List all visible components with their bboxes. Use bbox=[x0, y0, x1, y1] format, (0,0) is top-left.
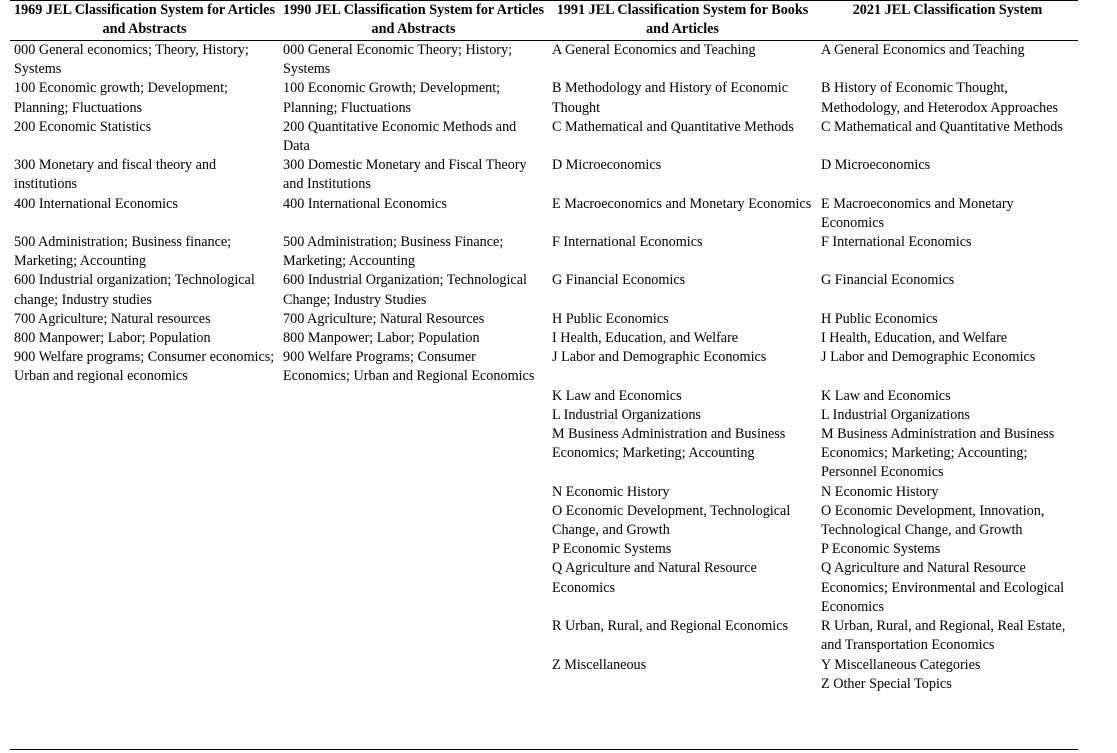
col-1990-cell: 100 Economic Growth; Development; Planning; Fluctuations bbox=[283, 80, 501, 116]
col-1969-cell: 600 Industrial organization; Technological change; Industry studies bbox=[14, 272, 255, 308]
col-2021-cell: C Mathematical and Quantitative Methods bbox=[821, 118, 1063, 135]
col-1969-cell bbox=[10, 617, 279, 655]
col-1991-cell: G Financial Economics bbox=[552, 272, 686, 289]
col-1990-cell bbox=[279, 540, 548, 559]
table-row bbox=[10, 271, 1078, 309]
col-1991-cell: P Economic Systems bbox=[552, 541, 672, 558]
col-1991-cell: N Economic History bbox=[552, 483, 670, 500]
col-1991-cell: B Methodology and History of Economic Thought bbox=[552, 80, 789, 116]
col-1990-cell: 200 Quantitative Economic Methods and Data bbox=[283, 118, 517, 155]
table-body bbox=[10, 41, 1078, 694]
col-1969-cell bbox=[10, 406, 279, 425]
col-1969-cell: 400 International Economics bbox=[14, 195, 178, 212]
col-1991-cell: Z Miscellaneous bbox=[552, 656, 647, 673]
col-1991-cell: K Law and Economics bbox=[552, 387, 682, 404]
table-row bbox=[10, 41, 1078, 80]
col-1991-cell: F International Economics bbox=[552, 234, 703, 251]
jel-classification-table-container bbox=[10, 0, 1078, 694]
col-1990-cell bbox=[279, 675, 548, 694]
col-1969-cell: 500 Administration; Business finance; Marketing; Accounting bbox=[14, 234, 232, 270]
col-2021-cell: L Industrial Organizations bbox=[821, 406, 970, 423]
col-1969-cell: 300 Monetary and fiscal theory and institutions bbox=[14, 157, 217, 193]
table-row bbox=[10, 310, 1078, 329]
table-row bbox=[10, 195, 1078, 233]
col-1990-cell bbox=[279, 656, 548, 675]
col-2021-cell: F International Economics bbox=[821, 234, 972, 251]
col-1991-cell: H Public Economics bbox=[552, 310, 669, 327]
col-1969-cell bbox=[10, 540, 279, 559]
col-1969-cell bbox=[10, 502, 279, 540]
col-1990-cell: 800 Manpower; Labor; Population bbox=[283, 330, 480, 347]
col-1990-cell: 500 Administration; Business Finance; Marketing; Accounting bbox=[283, 234, 504, 270]
col-2021-cell: K Law and Economics bbox=[821, 387, 951, 404]
col-2021-cell: H Public Economics bbox=[821, 310, 938, 327]
col-1990-cell bbox=[279, 387, 548, 406]
col-1969-cell: 200 Economic Statistics bbox=[14, 118, 152, 135]
col-1969-cell bbox=[10, 675, 279, 694]
table-row bbox=[10, 425, 1078, 483]
col-2021-cell: J Labor and Demographic Economics bbox=[821, 349, 1036, 366]
col-1991-cell: J Labor and Demographic Economics bbox=[552, 349, 767, 366]
table-row bbox=[10, 329, 1078, 348]
header-1969: 1969 JEL Classification System for Articles and Abstracts bbox=[13, 2, 275, 37]
header-1990: 1990 JEL Classification System for Articles and Abstracts bbox=[282, 2, 544, 37]
col-1990-cell: 400 International Economics bbox=[283, 195, 447, 212]
table-row bbox=[10, 675, 1078, 694]
col-1990-cell: 300 Domestic Monetary and Fiscal Theory and Institutions bbox=[283, 157, 527, 193]
col-1991-cell: C Mathematical and Quantitative Methods bbox=[552, 118, 794, 135]
header-row bbox=[10, 1, 1078, 41]
table-row bbox=[10, 156, 1078, 194]
table-row bbox=[10, 502, 1078, 540]
col-1991-cell: R Urban, Rural, and Regional Economics bbox=[552, 618, 789, 635]
col-1969-cell bbox=[10, 425, 279, 483]
col-1991-cell: M Business Administration and Business Economics; Marketing; Accounting bbox=[552, 426, 786, 462]
col-1990-cell bbox=[279, 502, 548, 540]
table-row bbox=[10, 387, 1078, 406]
jel-classification-table bbox=[10, 0, 1078, 694]
table-row bbox=[10, 118, 1078, 156]
bottom-rule bbox=[10, 749, 1078, 750]
col-1991-cell bbox=[548, 675, 817, 694]
table-row bbox=[10, 233, 1078, 271]
col-2021-cell: M Business Administration and Business Economics; Marketing; Accounting; Personnel Economics bbox=[821, 426, 1055, 481]
col-1991-cell: L Industrial Organizations bbox=[552, 406, 701, 423]
col-1990-cell bbox=[279, 406, 548, 425]
table-row bbox=[10, 483, 1078, 502]
col-2021-cell: R Urban, Rural, and Regional, Real Estate, and Transportation Economics bbox=[821, 618, 1066, 654]
col-2021-cell: N Economic History bbox=[821, 483, 939, 500]
col-1990-cell: 700 Agriculture; Natural Resources bbox=[283, 310, 485, 327]
col-1991-cell: I Health, Education, and Welfare bbox=[552, 330, 739, 347]
col-1969-cell bbox=[10, 656, 279, 675]
header-2021: 2021 JEL Classification System bbox=[852, 2, 1043, 18]
table-row bbox=[10, 656, 1078, 675]
col-1990-cell bbox=[279, 559, 548, 617]
col-2021-cell: Y Miscellaneous Categories bbox=[821, 656, 981, 673]
col-1990-cell: 600 Industrial Organization; Technological Change; Industry Studies bbox=[283, 272, 527, 308]
col-2021-cell: D Microeconomics bbox=[821, 157, 931, 174]
col-1969-cell: 700 Agriculture; Natural resources bbox=[14, 310, 211, 327]
col-1991-cell: D Microeconomics bbox=[552, 157, 662, 174]
col-2021-cell: E Macroeconomics and Monetary Economics bbox=[821, 195, 1014, 231]
col-1969-cell bbox=[10, 387, 279, 406]
col-1969-cell bbox=[10, 559, 279, 617]
col-1991-cell: A General Economics and Teaching bbox=[552, 42, 756, 58]
col-1990-cell bbox=[279, 425, 548, 483]
table-row bbox=[10, 559, 1078, 617]
col-2021-cell: B History of Economic Thought, Methodology, and Heterodox Approaches bbox=[821, 80, 1059, 116]
col-1991-cell: Q Agriculture and Natural Resource Economics bbox=[552, 560, 757, 596]
col-1969-cell: 800 Manpower; Labor; Population bbox=[14, 330, 211, 347]
col-1991-cell: O Economic Development, Technological Change, and Growth bbox=[552, 502, 791, 539]
table-row bbox=[10, 617, 1078, 655]
col-1969-cell: 900 Welfare programs; Consumer economics; Urban and regional economics bbox=[14, 349, 275, 385]
col-1990-cell bbox=[279, 617, 548, 655]
col-2021-cell: I Health, Education, and Welfare bbox=[821, 330, 1008, 347]
table-row bbox=[10, 79, 1078, 117]
table-row bbox=[10, 540, 1078, 559]
col-1991-cell: E Macroeconomics and Monetary Economics bbox=[552, 195, 812, 212]
col-1990-cell: 900 Welfare Programs; Consumer Economics; Urban and Regional Economics bbox=[283, 349, 535, 385]
col-1990-cell bbox=[279, 483, 548, 502]
col-1969-cell: 000 General economics; Theory, History; Systems bbox=[14, 42, 249, 78]
col-2021-cell: Q Agriculture and Natural Resource Economics; Environmental and Ecological Economics bbox=[821, 560, 1065, 615]
col-1990-cell: 000 General Economic Theory; History; Systems bbox=[283, 42, 513, 78]
col-2021-cell: O Economic Development, Innovation, Technological Change, and Growth bbox=[821, 502, 1045, 539]
col-2021-cell: P Economic Systems bbox=[821, 541, 941, 558]
col-2021-cell: Z Other Special Topics bbox=[821, 675, 952, 692]
col-1969-cell bbox=[10, 483, 279, 502]
table-row bbox=[10, 406, 1078, 425]
col-2021-cell: G Financial Economics bbox=[821, 272, 955, 289]
table-row bbox=[10, 348, 1078, 386]
col-1969-cell: 100 Economic growth; Development; Planning; Fluctuations bbox=[14, 80, 228, 116]
header-1991: 1991 JEL Classification System for Books and Articles bbox=[556, 2, 809, 37]
table-header bbox=[10, 1, 1078, 41]
col-2021-cell: A General Economics and Teaching bbox=[821, 42, 1025, 58]
